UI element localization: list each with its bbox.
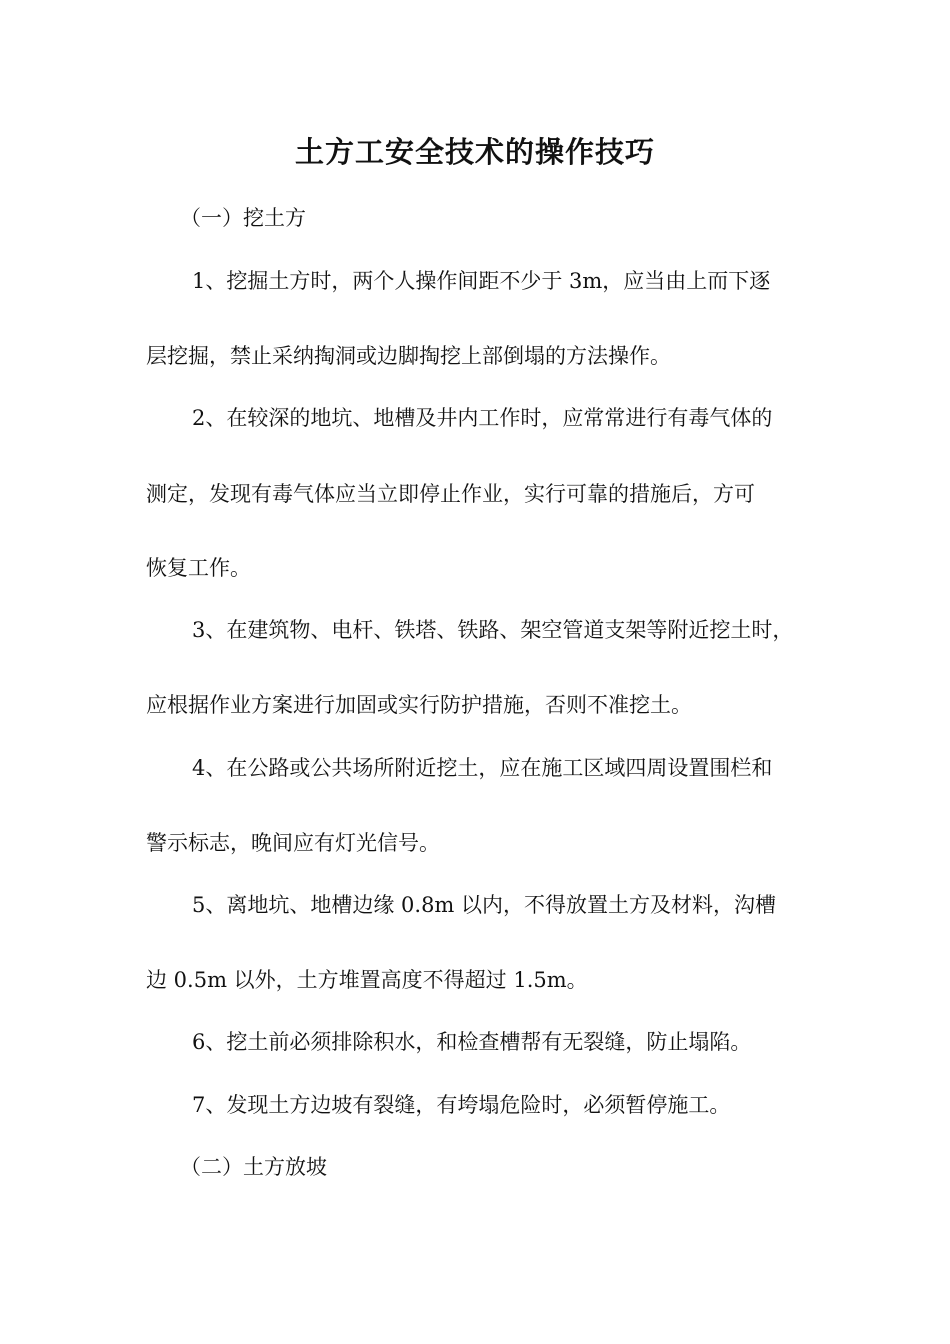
paragraph-line: 1、挖掘土方时，两个人操作间距不少于 3m，应当由上而下逐: [192, 269, 771, 293]
paragraph-line: 2、在较深的地坑、地槽及井内工作时，应常常进行有毒气体的: [192, 406, 773, 430]
section-heading-2: （二）土方放坡: [180, 1155, 327, 1179]
paragraph-line: 测定，发现有毒气体应当立即停止作业，实行可靠的措施后，方可: [146, 482, 755, 506]
paragraph-line: 6、挖土前必须排除积水，和检查槽帮有无裂缝，防止塌陷。: [192, 1030, 752, 1054]
section-heading-1: （一）挖土方: [180, 206, 306, 230]
paragraph-line: 层挖掘，禁止采纳掏洞或边脚掏挖上部倒塌的方法操作。: [146, 344, 671, 368]
document-title: 土方工安全技术的操作技巧: [294, 135, 655, 169]
paragraph-line: 4、在公路或公共场所附近挖土，应在施工区域四周设置围栏和: [192, 756, 773, 780]
paragraph-line: 警示标志，晚间应有灯光信号。: [146, 831, 440, 855]
paragraph-line: 5、离地坑、地槽边缘 0.8m 以内，不得放置土方及材料，沟槽: [192, 893, 777, 917]
paragraph-line: 3、在建筑物、电杆、铁塔、铁路、架空管道支架等附近挖土时，: [192, 618, 794, 642]
paragraph-line: 7、发现土方边坡有裂缝，有垮塌危险时，必须暂停施工。: [192, 1093, 731, 1117]
paragraph-line: 恢复工作。: [146, 556, 251, 580]
paragraph-line: 应根据作业方案进行加固或实行防护措施，否则不准挖土。: [146, 693, 692, 717]
paragraph-line: 边 0.5m 以外，土方堆置高度不得超过 1.5m。: [146, 968, 588, 992]
